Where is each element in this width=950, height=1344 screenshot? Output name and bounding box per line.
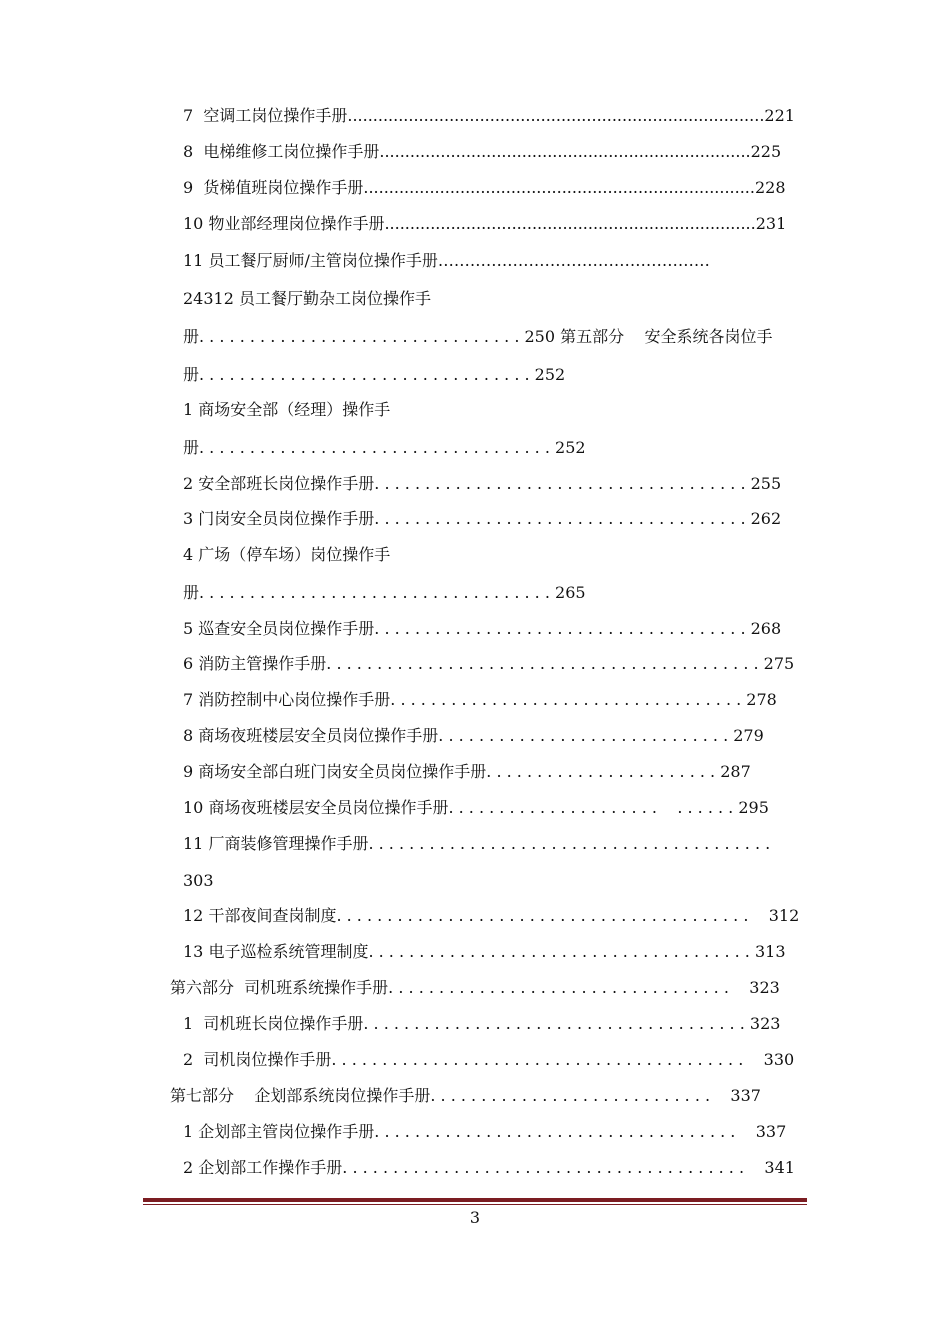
toc-line: 6 消防主管操作手册. . . . . . . . . . . . . . . . . . . . . . . . . . . . . . . . . . . . . . . . . . . 275 [183,654,795,673]
toc-line: 7 消防控制中心岗位操作手册. . . . . . . . . . . . . . . . . . . . . . . . . . . . . . . . . . . 278 [183,690,777,709]
toc-line: 8 电梯维修工岗位操作手册.........................................................................225 [183,142,782,161]
toc-line: 5 巡查安全员岗位操作手册. . . . . . . . . . . . . . . . . . . . . . . . . . . . . . . . . . . . . 268 [183,619,782,638]
toc-line: 第七部分 企划部系统岗位操作手册. . . . . . . . . . . . . . . . . . . . . . . . . . . . 337 [170,1086,761,1105]
page-number: 3 [469,1208,481,1227]
toc-line: 4 广场（停车场）岗位操作手 [183,545,391,564]
toc-line: 1 商场安全部（经理）操作手 [183,400,391,419]
toc-line: 8 商场夜班楼层安全员岗位操作手册. . . . . . . . . . . . . . . . . . . . . . . . . . . . . 279 [183,726,764,745]
toc-line: 第六部分 司机班系统操作手册. . . . . . . . . . . . . . . . . . . . . . . . . . . . . . . . . . 323 [170,978,780,997]
footer-rule [143,1198,807,1202]
toc-line: 11 厂商装修管理操作手册. . . . . . . . . . . . . . . . . . . . . . . . . . . . . . . . . . . . . . . . [183,834,771,853]
toc-line: 1 企划部主管岗位操作手册. . . . . . . . . . . . . . . . . . . . . . . . . . . . . . . . . . . . 337 [183,1122,787,1141]
toc-line: 24312 员工餐厅勤杂工岗位操作手 [183,289,431,308]
toc-line: 7 空调工岗位操作手册..................................................................................221 [183,106,795,125]
toc-line: 1 司机班长岗位操作手册. . . . . . . . . . . . . . . . . . . . . . . . . . . . . . . . . . . . . . 323 [183,1014,781,1033]
toc-line: 10 商场夜班楼层安全员岗位操作手册. . . . . . . . . . . . . . . . . . . . . . . . . . . 295 [183,798,769,817]
toc-line: 12 干部夜间查岗制度. . . . . . . . . . . . . . . . . . . . . . . . . . . . . . . . . . . . . . . . . 312 [183,906,800,925]
toc-line: 2 企划部工作操作手册. . . . . . . . . . . . . . . . . . . . . . . . . . . . . . . . . . . . . . . . 341 [183,1158,795,1177]
toc-line: 册. . . . . . . . . . . . . . . . . . . . . . . . . . . . . . . . . . . 265 [183,583,586,602]
toc-line: 9 货梯值班岗位操作手册.............................................................................228 [183,178,786,197]
toc-line: 303 [183,871,214,890]
toc-line: 册. . . . . . . . . . . . . . . . . . . . . . . . . . . . . . . . 250 第五部分 安全系统各岗位手 [183,327,773,346]
toc-line: 3 门岗安全员岗位操作手册. . . . . . . . . . . . . . . . . . . . . . . . . . . . . . . . . . . . . 262 [183,509,782,528]
toc-line: 2 安全部班长岗位操作手册. . . . . . . . . . . . . . . . . . . . . . . . . . . . . . . . . . . . . 255 [183,474,782,493]
toc-line: 10 物业部经理岗位操作手册.........................................................................231 [183,214,787,233]
footer-rule-thin [143,1204,807,1205]
toc-line: 13 电子巡检系统管理制度. . . . . . . . . . . . . . . . . . . . . . . . . . . . . . . . . . . . . . 313 [183,942,786,961]
toc-line: 册. . . . . . . . . . . . . . . . . . . . . . . . . . . . . . . . . 252 [183,365,566,384]
toc-line: 11 员工餐厅厨师/主管岗位操作手册…………………………………………… [183,251,710,270]
toc-line: 2 司机岗位操作手册. . . . . . . . . . . . . . . . . . . . . . . . . . . . . . . . . . . . . . . . . 330 [183,1050,795,1069]
toc-line: 9 商场安全部白班门岗安全员岗位操作手册. . . . . . . . . . . . . . . . . . . . . . . 287 [183,762,751,781]
toc-line: 册. . . . . . . . . . . . . . . . . . . . . . . . . . . . . . . . . . . 252 [183,438,586,457]
